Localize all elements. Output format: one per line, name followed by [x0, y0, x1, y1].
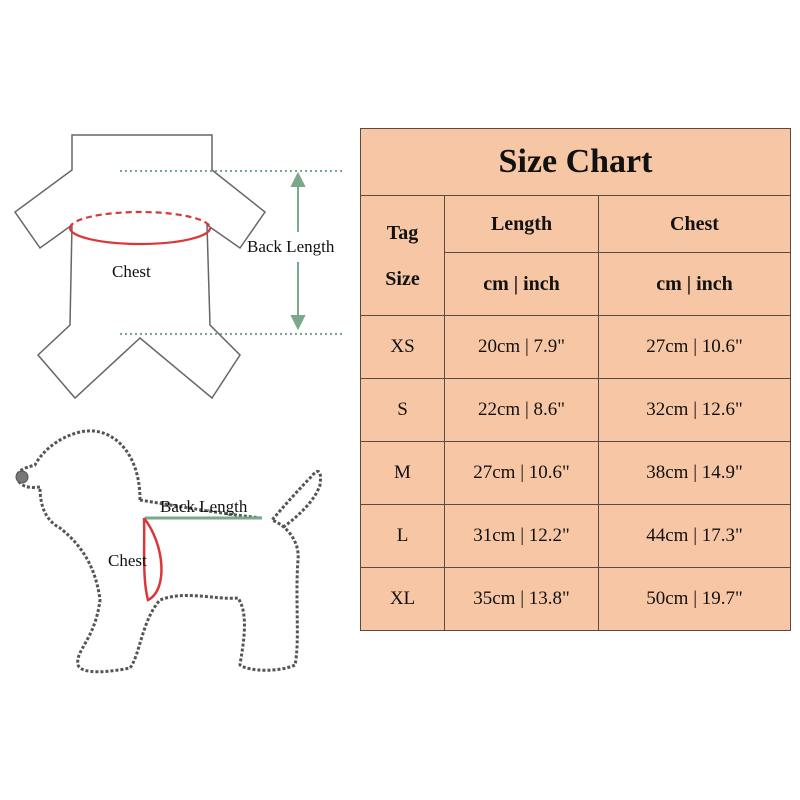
- length-header: Length: [445, 196, 599, 253]
- shirt-chest-label: Chest: [112, 262, 151, 281]
- table-row: [361, 379, 791, 442]
- length-cell: 27cm | 10.6": [445, 442, 599, 505]
- table-row: [361, 505, 791, 568]
- table-row: [361, 442, 791, 505]
- size-chart-table: [360, 128, 791, 631]
- length-unit-header: cm | inch: [445, 253, 599, 316]
- size-chart-title: Size Chart: [361, 129, 791, 196]
- chest-cell: 32cm | 12.6": [599, 379, 791, 442]
- shirt-back-length-label: Back Length: [247, 237, 335, 256]
- chest-cell: 38cm | 14.9": [599, 442, 791, 505]
- length-cell: 35cm | 13.8": [445, 568, 599, 631]
- chest-unit-header: cm | inch: [599, 253, 791, 316]
- size-cell: XL: [361, 568, 445, 631]
- chest-cell: 44cm | 17.3": [599, 505, 791, 568]
- size-cell: XS: [361, 316, 445, 379]
- chest-header: Chest: [599, 196, 791, 253]
- size-cell: L: [361, 505, 445, 568]
- length-cell: 22cm | 8.6": [445, 379, 599, 442]
- dog-nose-icon: [16, 471, 28, 483]
- chest-cell: 27cm | 10.6": [599, 316, 791, 379]
- size-cell: M: [361, 442, 445, 505]
- dog-diagram: [17, 431, 320, 672]
- table-row: [361, 568, 791, 631]
- dog-chest-label: Chest: [108, 551, 147, 570]
- length-cell: 20cm | 7.9": [445, 316, 599, 379]
- tag-size-header-line1: Tag: [386, 221, 419, 244]
- size-cell: S: [361, 379, 445, 442]
- length-cell: 31cm | 12.2": [445, 505, 599, 568]
- chest-cell: 50cm | 19.7": [599, 568, 791, 631]
- tag-size-header: [361, 196, 445, 316]
- dog-outline: [17, 431, 320, 672]
- table-row: [361, 316, 791, 379]
- dog-back-length-label: Back Length: [160, 497, 248, 516]
- tag-size-header-line2: Size: [385, 267, 420, 290]
